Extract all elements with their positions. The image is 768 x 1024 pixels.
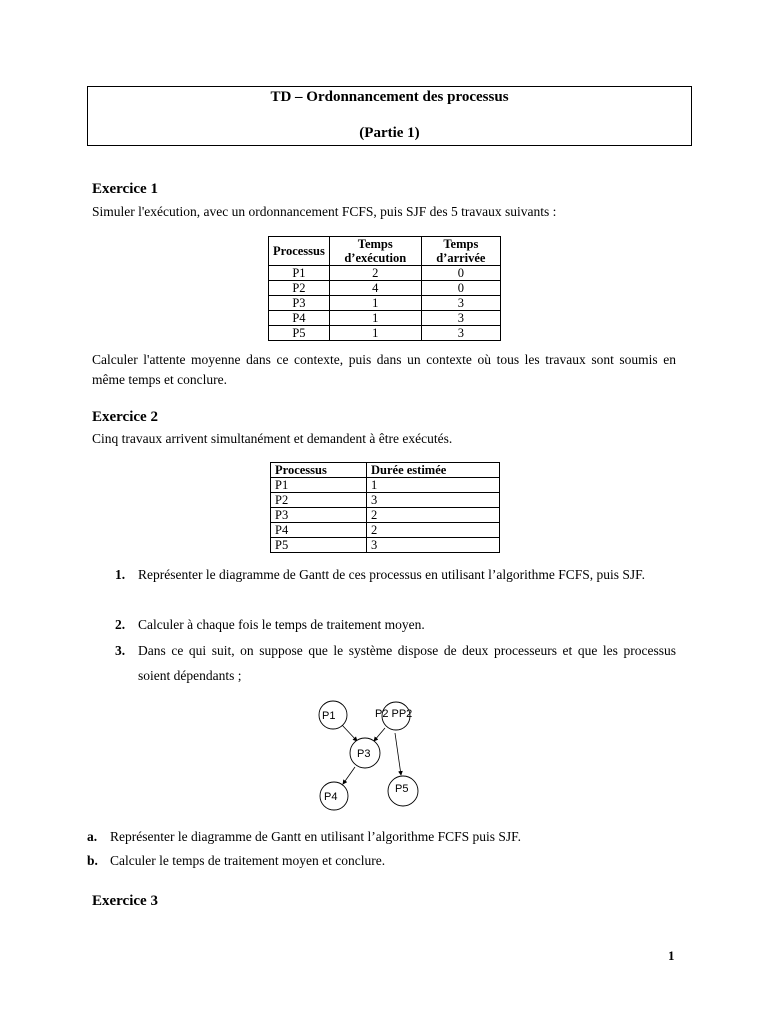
sub-list-item-text: Représenter le diagramme de Gantt en utilisant l’algorithme FCFS puis SJF.	[110, 829, 521, 844]
table-row	[269, 326, 501, 341]
table-cell: P5	[269, 326, 330, 341]
table-row	[269, 311, 501, 326]
exercise-3-heading: Exercice 3	[92, 893, 158, 909]
edge-p2-p3	[374, 728, 385, 741]
dependency-graph	[300, 695, 440, 820]
exercise-2-intro: Cinq travaux arrivent simultanément et demandent à être exécutés.	[92, 431, 453, 446]
table-cell: 3	[367, 538, 500, 553]
table-cell: 1	[367, 478, 500, 493]
list-item-text: Calculer à chaque fois le temps de traitement moyen.	[138, 617, 425, 632]
node-label-p3: P3	[357, 748, 371, 760]
table-cell: P4	[269, 311, 330, 326]
node-label-p5: P5	[395, 783, 409, 795]
table-cell: 1	[329, 296, 421, 311]
table-cell: 3	[367, 493, 500, 508]
table-header: Processus	[271, 463, 367, 478]
exercise-1-heading: Exercice 1	[92, 181, 158, 197]
table-cell: P2	[269, 281, 330, 296]
table-header: Temps d’exécution	[329, 237, 421, 266]
table-header-row	[271, 463, 500, 478]
table-cell: 3	[421, 311, 500, 326]
table-cell: 3	[421, 296, 500, 311]
table-row	[271, 493, 500, 508]
sub-list-item-text: Calculer le temps de traitement moyen et conclure.	[110, 853, 386, 868]
table-cell: P5	[271, 538, 367, 553]
node-label-p4: P4	[324, 791, 338, 803]
table-cell: 1	[329, 326, 421, 341]
table-cell: P1	[271, 478, 367, 493]
edge-p3-p4	[343, 767, 355, 784]
edge-p1-p3	[342, 725, 357, 741]
table-row	[269, 296, 501, 311]
list-item-text: Dans ce qui suit, on suppose que le système dispose de deux processeurs et que les processus soient dépendants ;	[138, 643, 676, 683]
table-cell: 0	[421, 281, 500, 296]
list-item	[115, 562, 676, 612]
list-item	[115, 638, 676, 688]
list-item-number: 1.	[115, 567, 126, 582]
table-row	[271, 508, 500, 523]
list-item-number: 2.	[115, 617, 126, 632]
edge-p2-p5	[395, 733, 401, 775]
page-number: 1	[668, 948, 675, 963]
list-item	[115, 612, 676, 637]
table-row	[269, 266, 501, 281]
sub-list-item	[87, 824, 687, 849]
table-cell: P3	[271, 508, 367, 523]
exercise-2-table	[270, 462, 500, 553]
exercise-1-intro: Simuler l'exécution, avec un ordonnancement FCFS, puis SJF des 5 travaux suivants :	[92, 204, 557, 219]
table-header: Temps d’arrivée	[421, 237, 500, 266]
table-cell: P2	[271, 493, 367, 508]
title-box	[87, 86, 692, 146]
node-label-p2: P2 PP2	[375, 708, 413, 720]
document-title: TD – Ordonnancement des processus	[270, 89, 509, 105]
table-cell: 3	[421, 326, 500, 341]
node-label-p1: P1	[322, 710, 336, 722]
table-cell: 2	[367, 523, 500, 538]
exercise-2-heading: Exercice 2	[92, 409, 158, 425]
sub-list-item-letter: a.	[87, 829, 98, 844]
document-subtitle: (Partie 1)	[359, 125, 420, 141]
table-cell: 0	[421, 266, 500, 281]
table-header-row	[269, 237, 501, 266]
table-cell: 4	[329, 281, 421, 296]
sub-list-item-letter: b.	[87, 853, 98, 868]
table-row	[269, 281, 501, 296]
list-item-text: Représenter le diagramme de Gantt de ces processus en utilisant l’algorithme FCFS, puis SJF.	[138, 567, 645, 582]
table-cell: 2	[367, 508, 500, 523]
exercise-1-table	[268, 236, 501, 341]
table-cell: P1	[269, 266, 330, 281]
table-header: Processus	[269, 237, 330, 266]
table-row	[271, 478, 500, 493]
sub-list-item	[87, 848, 687, 873]
table-cell: P4	[271, 523, 367, 538]
table-row	[271, 523, 500, 538]
table-header: Durée estimée	[367, 463, 500, 478]
table-cell: 1	[329, 311, 421, 326]
list-item-number: 3.	[115, 643, 126, 658]
exercise-1-question: Calculer l'attente moyenne dans ce contexte, puis dans un contexte où tous les travaux sont soumis en même temps et conclure.	[92, 352, 676, 387]
table-row	[271, 538, 500, 553]
table-cell: 2	[329, 266, 421, 281]
table-cell: P3	[269, 296, 330, 311]
